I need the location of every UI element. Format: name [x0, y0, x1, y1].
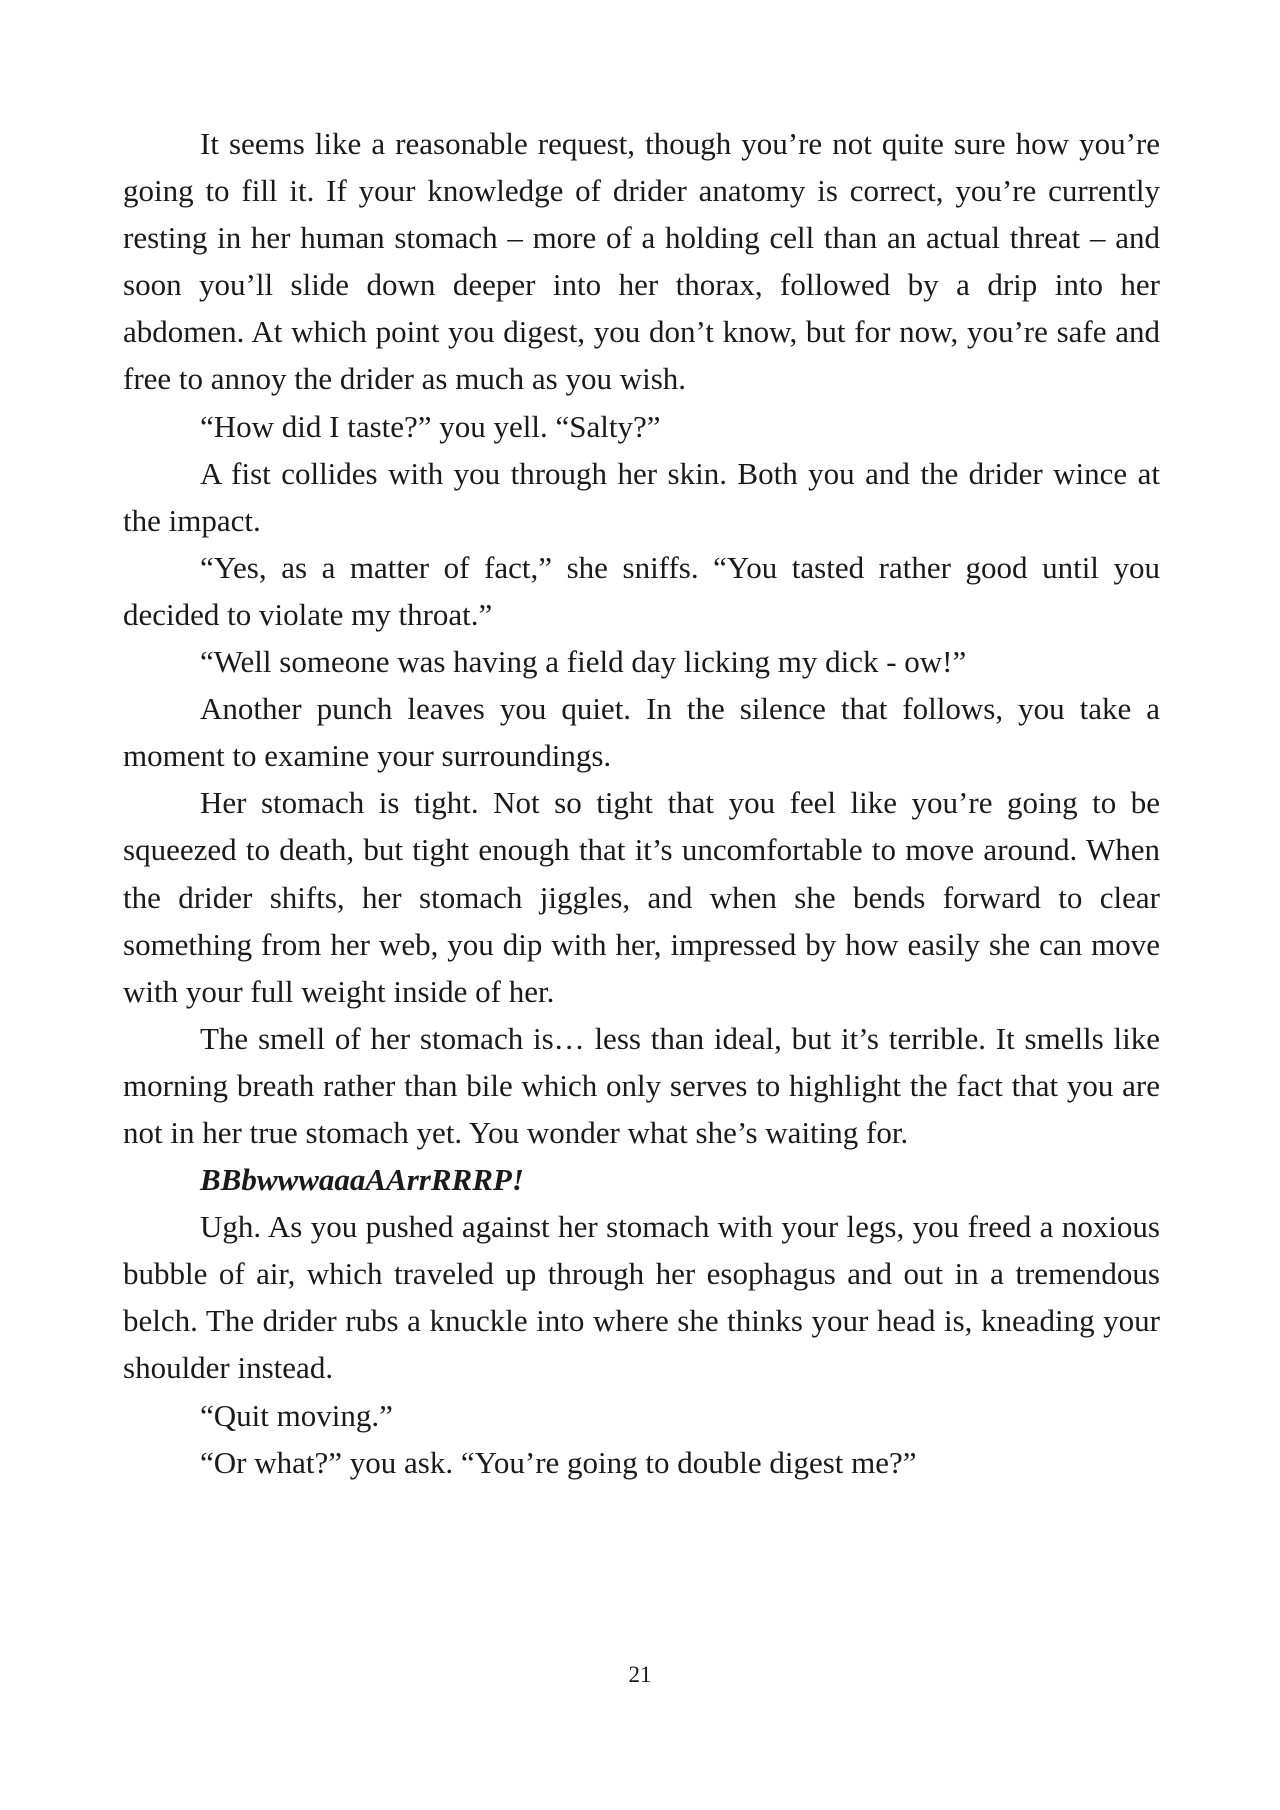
paragraph: A fist collides with you through her skin. Both you and the drider wince at the impact.	[123, 455, 1160, 538]
paragraph: “Quit moving.”	[200, 1397, 393, 1433]
paragraph: “Well someone was having a field day licking my dick - ow!”	[200, 644, 967, 680]
page-number: 21	[628, 1662, 652, 1687]
paragraph: It seems like a reasonable request, though you’re not quite sure how you’re going to fill it. If your knowledge of drider anatomy is correct, you’re currently resting in her human stomach – more of a holding cell than an actual threat – and soon you’ll slide down deeper into her thorax, followed by a drip into her abdomen. At which point you digest, you don’t know, but for now, you’re safe and free to annoy the drider as much as you wish.	[123, 126, 1160, 397]
paragraph: “Or what?” you ask. “You’re going to double digest me?”	[200, 1444, 917, 1480]
paragraph: Ugh. As you pushed against her stomach with your legs, you freed a noxious bubble of air, which traveled up through her esophagus and out in a tremendous belch. The drider rubs a knuckle into where she thinks your head is, kneading your shoulder instead.	[123, 1209, 1160, 1386]
paragraph: “How did I taste?” you yell. “Salty?”	[200, 408, 661, 444]
paragraph: Another punch leaves you quiet. In the silence that follows, you take a moment to examine your surroundings.	[123, 691, 1160, 774]
sound-effect: BBbwwwaaaAArrRRRP!	[200, 1162, 524, 1198]
body-text	[123, 120, 1160, 1486]
paragraph: Her stomach is tight. Not so tight that you feel like you’re going to be squeezed to death, but tight enough that it’s uncomfortable to move around. When the drider shifts, her stomach jiggles, and when she bends forward to clear something from her web, you dip with her, impressed by how easily she can move with your full weight inside of her.	[123, 785, 1160, 1009]
paragraph: The smell of her stomach is… less than ideal, but it’s terrible. It smells like morning breath rather than bile which only serves to highlight the fact that you are not in her true stomach yet. You wonder what she’s waiting for.	[123, 1020, 1160, 1150]
paragraph: “Yes, as a matter of fact,” she sniffs. “You tasted rather good until you decided to violate my throat.”	[123, 549, 1160, 632]
